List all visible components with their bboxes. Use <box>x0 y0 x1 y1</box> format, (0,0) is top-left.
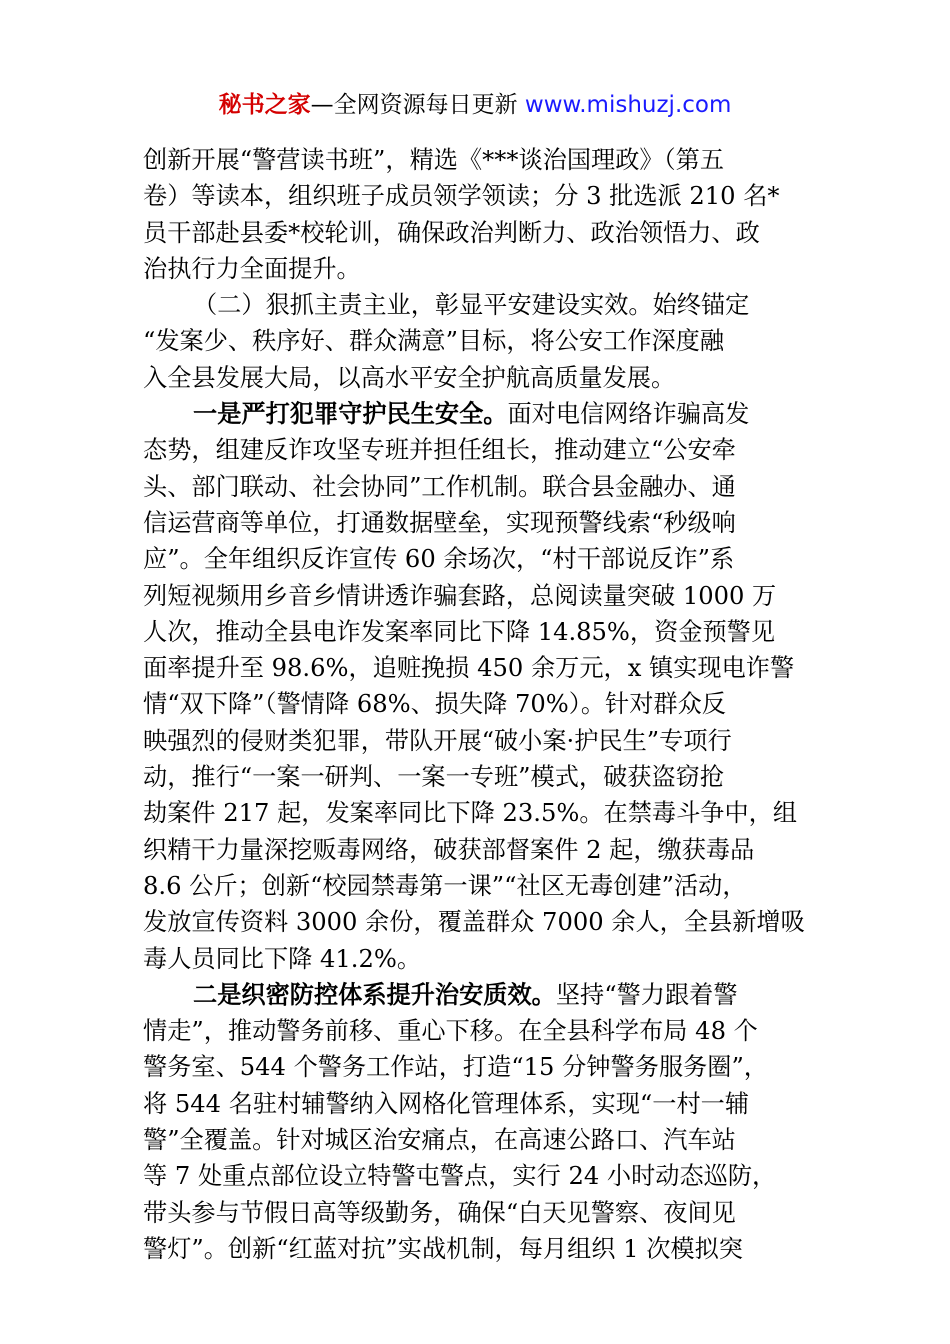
text-line: 映强烈的侵财类犯罪，带队开展“破小案·护民生”专项行 <box>143 726 732 755</box>
header-slogan: —全网资源每日更新 <box>310 92 525 118</box>
text-line: 警务室、544 个警务工作站，打造“15 分钟警务服务圈”， <box>143 1053 768 1082</box>
site-url[interactable]: www.mishuzj.com <box>524 92 732 118</box>
bold-lead-text: 二是织密防控体系提升治安质效。 <box>193 979 556 1009</box>
text-line: “发案少、秩序好、群众满意”目标，将公安工作深度融 <box>143 327 725 356</box>
text-line: 劫案件 217 起，发案率同比下降 23.5%。在禁毒斗争中，组 <box>143 799 798 828</box>
bold-lead-text: 一是严打犯罪守护民生安全。 <box>193 399 508 429</box>
text-run: 面对电信网络诈骗高发 <box>507 400 750 429</box>
text-line: 人次，推动全县电诈发案率同比下降 14.85%，资金预警见 <box>143 617 776 646</box>
text-line: 织精干力量深挖贩毒网络，破获部督案件 2 起，缴获毒品 <box>143 835 755 864</box>
text-line: 带头参与节假日高等级勤务，确保“白天见警察、夜间见 <box>143 1198 736 1227</box>
text-line: 列短视频用乡音乡情讲透诈骗套路，总阅读量突破 1000 万 <box>143 581 777 610</box>
text-line: 动，推行“一案一研判、一案一专班”模式，破获盗窃抢 <box>143 763 725 792</box>
text-line: 应”。全年组织反诈宣传 60 余场次，“村干部说反诈”系 <box>143 545 735 574</box>
text-line: 情走”，推动警务前移、重心下移。在全县科学布局 48 个 <box>143 1017 758 1046</box>
text-line: 面率提升至 98.6%，追赃挽损 450 余万元，x 镇实现电诈警 <box>143 654 795 683</box>
text-line: 头、部门联动、社会协同”工作机制。联合县金融办、通 <box>143 472 736 501</box>
text-line: 警灯”。创新“红蓝对抗”实战机制，每月组织 1 次模拟突 <box>143 1234 743 1263</box>
text-line: 8.6 公斤；创新“校园禁毒第一课”“社区无毒创建”活动， <box>143 871 747 900</box>
text-line: 信运营商等单位，打通数据壁垒，实现预警线索“秒级响 <box>143 508 736 537</box>
text-line: 创新开展“警营读书班”，精选《***谈治国理政》（第五 <box>143 146 725 174</box>
text-line: 毒人员同比下降 41.2%。 <box>143 944 422 973</box>
brand-name: 秘书之家 <box>218 92 311 118</box>
paragraph-first-line <box>143 977 813 1013</box>
page-header <box>0 90 950 120</box>
text-line: 等 7 处重点部位设立特警屯警点，实行 24 小时动态巡防， <box>143 1162 777 1191</box>
text-line: 治执行力全面提升。 <box>143 254 361 283</box>
text-line: 卷）等读本，组织班子成员领学领读；分 3 批选派 210 名* <box>143 182 780 211</box>
document-body <box>143 142 813 1267</box>
paragraph-first-line <box>143 396 813 432</box>
text-line: 员干部赴县委*校轮训，确保政治判断力、政治领悟力、政 <box>143 218 760 247</box>
text-line: 入全县发展大局，以高水平安全护航高质量发展。 <box>143 363 676 392</box>
text-run: 坚持“警力跟着警 <box>555 980 738 1009</box>
text-line: 将 544 名驻村辅警纳入网格化管理体系，实现“一村一辅 <box>143 1089 750 1118</box>
text-line: 警”全覆盖。针对城区治安痛点，在高速公路口、汽车站 <box>143 1126 736 1155</box>
text-line: 发放宣传资料 3000 余份，覆盖群众 7000 余人，全县新增吸 <box>143 908 805 937</box>
text-line: 态势，组建反诈攻坚专班并担任组长，推动建立“公安牵 <box>143 436 736 465</box>
section-heading-line: （二）狠抓主责主业，彰显平安建设实效。始终锚定 <box>193 291 750 320</box>
text-line: 情“双下降”（警情降 68%、损失降 70%）。针对群众反 <box>143 690 726 719</box>
